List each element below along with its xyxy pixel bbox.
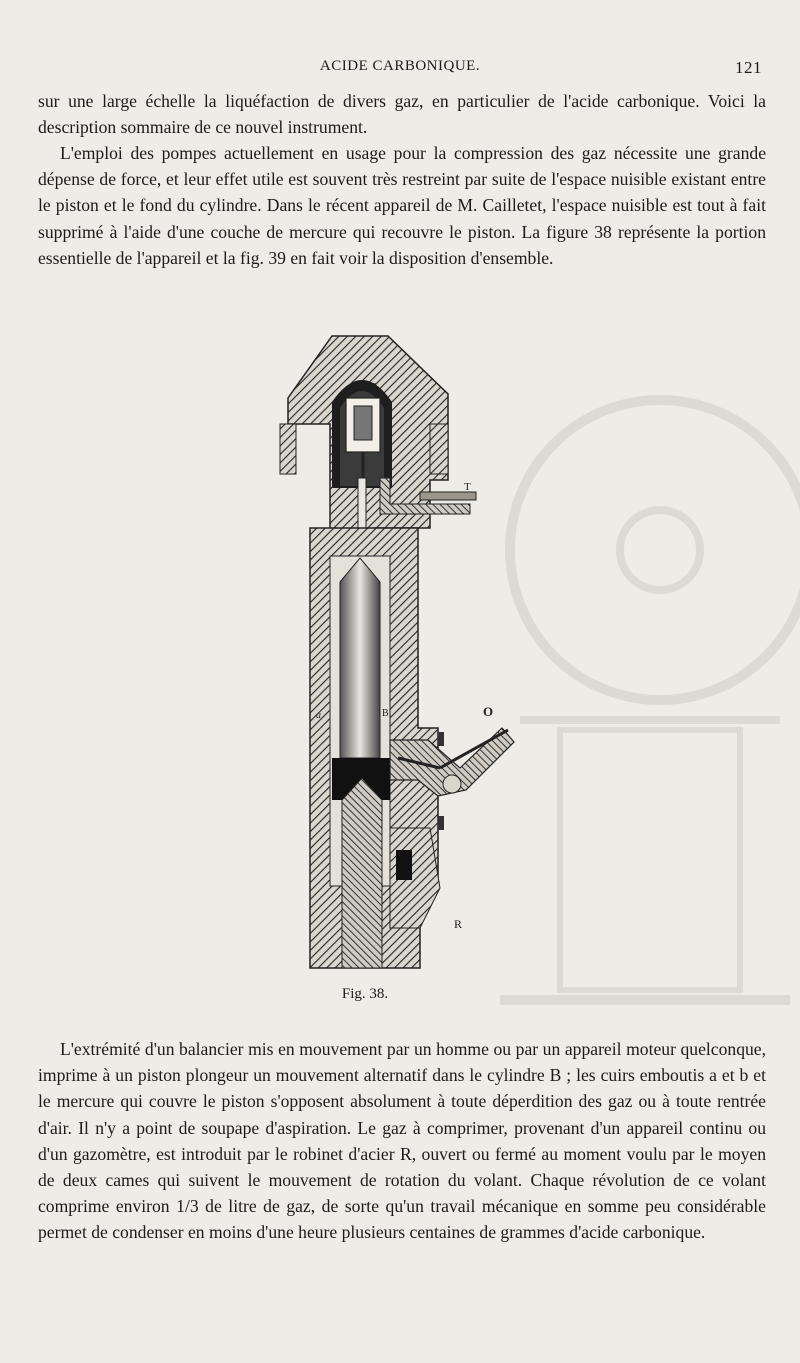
paragraph-intro-continuation: sur une large échelle la liquéfaction de divers gaz, en particulier de l'acide carbonique. Voici la description sommaire de ce nouvel instrument. [38,91,766,138]
piston-rod [342,778,382,968]
label-a: a [316,710,321,721]
label-t-top: T [370,381,377,393]
page-header [0,58,800,82]
figure-38-pump-cross-section [270,328,530,978]
running-title: ACIDE CARBONIQUE. [319,58,481,74]
label-b: B [382,708,389,719]
label-t-side: T [464,481,471,493]
figure-caption: Fig. 38. [341,986,389,1002]
plunger-piston [340,558,380,758]
label-r: R [454,917,463,931]
paragraph-pump-description: L'emploi des pompes actuellement en usage pour la compression des gaz nécessite une grande dépense de force, et leur effet utile est souvent très restreint par suite de l'espace nuisible existant entre le piston et le fond du cylindre. Dans le récent appareil de M. Cailletet, l'espace nuisible est tout à fait supprimé à l'aide d'une couche de mercure qui recouvre le piston. La figure 38 représente la portion essentielle de l'appareil et la fig. 39 en fait voir la disposition d'ensemble. [38,143,766,268]
label-o: O [483,704,494,719]
paragraph-mechanism: L'extrémité d'un balancier mis en mouvement par un homme ou par un appareil moteur quelconque, imprime à un piston plongeur un mouvement alternatif dans le cylindre B ; les cuirs emboutis a et b et le mercure qui couvre le piston s'opposent absolument à toute déperdition des gaz ou à toute rentrée d'air. Il n'y a point de soupape d'aspiration. Le gaz à comprimer, provenant d'un appareil continu ou d'un gazomètre, est introduit par le robinet d'acier R, ouvert ou fermé au moment voulu par le moyen de deux cames qui suivent le mouvement de rotation du volant. Chaque révolution de ce volant comprime environ 1/3 de litre de gaz, de sorte qu'un travail mécanique en somme peu considérable permet de condenser en moins d'une heure plusieurs centaines de grammes d'acide carbonique. [38,1039,766,1243]
page-number: 121 [735,58,762,77]
